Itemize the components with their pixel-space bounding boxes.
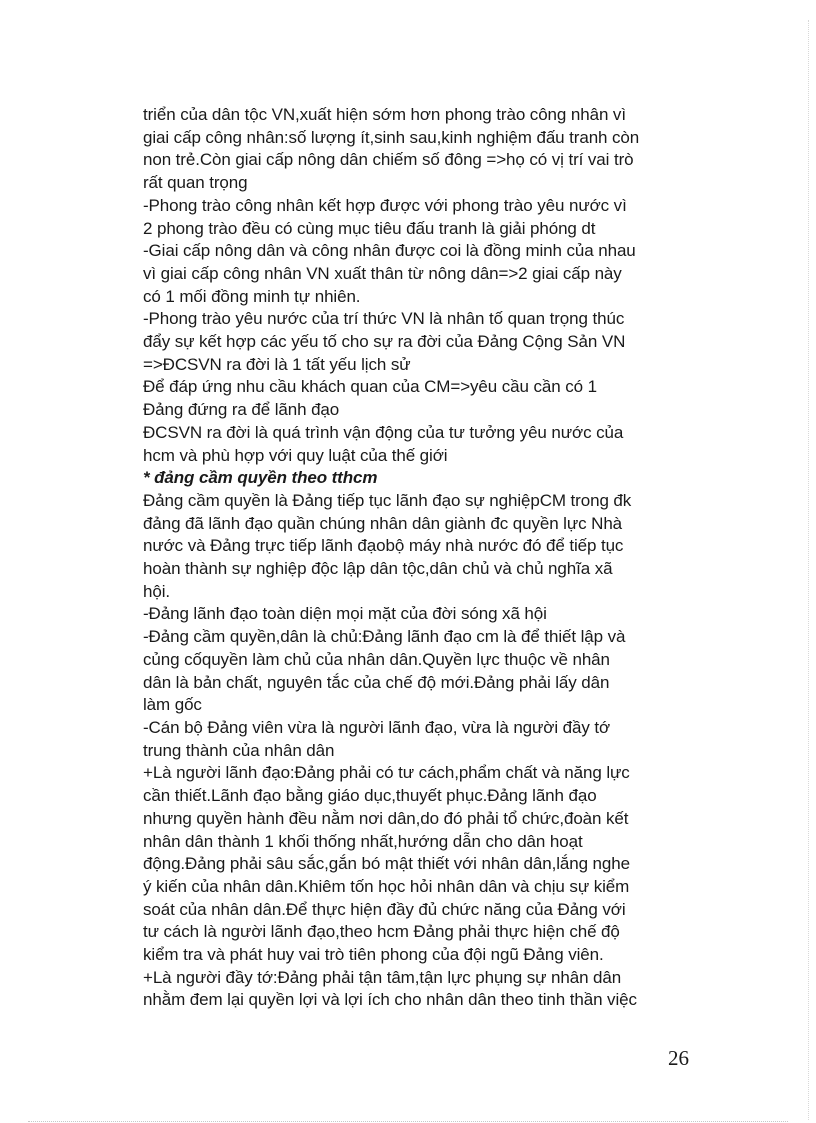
text-line: nhân dân thành 1 khối thống nhất,hướng dẫn cho dân hoạt (143, 831, 583, 851)
text-line: hcm và phù hợp với quy luật của thế giới (143, 445, 448, 465)
text-line: non trẻ.Còn giai cấp nông dân chiếm số đông =>họ có vị trí vai trò (143, 150, 634, 170)
text-line: làm gốc (143, 695, 202, 715)
text-line: hoàn thành sự nghiệp độc lập dân tộc,dân chủ và chủ nghĩa xã (143, 559, 613, 579)
text-line: vì giai cấp công nhân VN xuất thân từ nông dân=>2 giai cấp này (143, 263, 622, 283)
section-heading: * đảng cầm quyền theo tthcm (143, 468, 378, 488)
text-line: củng cốquyền làm chủ của nhân dân.Quyền lực thuộc về nhân (143, 649, 610, 669)
text-line: nhưng quyền hành đều nằm nơi dân,do đó phải tổ chức,đoàn kết (143, 808, 629, 828)
text-line: tư cách là người lãnh đạo,theo hcm Đảng phải thực hiện chế độ (143, 922, 620, 942)
text-line: có 1 mối đồng minh tự nhiên. (143, 286, 361, 306)
text-line: -Giai cấp nông dân và công nhân được coi là đồng minh của nhau (143, 241, 636, 261)
text-line: +Là người đầy tớ:Đảng phải tận tâm,tận lực phụng sự nhân dân (143, 967, 622, 987)
text-line: cần thiết.Lãnh đạo bằng giáo dục,thuyết phục.Đảng lãnh đạo (143, 786, 597, 806)
text-line: kiểm tra và phát huy vai trò tiên phong của đội ngũ Đảng viên. (143, 945, 604, 965)
text-line: Để đáp ứng nhu cầu khách quan của CM=>yêu cầu cần có 1 (143, 377, 597, 397)
text-line: Đảng cầm quyền là Đảng tiếp tục lãnh đạo sự nghiệpCM trong đk (143, 490, 632, 510)
text-line: ý kiến của nhân dân.Khiêm tốn học hỏi nhân dân và chịu sự kiểm (143, 876, 630, 896)
page-number: 26 (668, 1046, 689, 1070)
text-line: triển của dân tộc VN,xuất hiện sớm hơn phong trào công nhân vì (143, 105, 626, 124)
text-line: +Là người lãnh đạo:Đảng phải có tư cách,phẩm chất và năng lực (143, 763, 630, 783)
text-line: đẩy sự kết hợp các yếu tố cho sự ra đời của Đảng Cộng Sản VN (143, 332, 626, 352)
text-line: nước và Đảng trực tiếp lãnh đạobộ máy nhà nước đó để tiếp tục (143, 536, 624, 556)
text-line: đảng đã lãnh đạo quần chúng nhân dân giành đc quyền lực Nhà (143, 513, 623, 533)
text-line: Đảng đứng ra để lãnh đạo (143, 400, 340, 420)
page-edge-bottom (28, 1121, 788, 1122)
text-line: -Đảng cầm quyền,dân là chủ:Đảng lãnh đạo cm là để thiết lập và (143, 627, 626, 647)
text-line: 2 phong trào đều có cùng mục tiêu đấu tranh là giải phóng dt (143, 218, 596, 238)
text-line: -Cán bộ Đảng viên vừa là người lãnh đạo, vừa là người đầy tớ (143, 717, 611, 737)
text-line: nhằm đem lại quyền lợi và lợi ích cho nhân dân theo tinh thần việc (143, 990, 637, 1010)
text-line: soát của nhân dân.Để thực hiện đầy đủ chức năng của Đảng với (143, 899, 626, 919)
text-line: ĐCSVN ra đời là quá trình vận động của tư tưởng yêu nước của (143, 422, 624, 442)
text-line: -Phong trào công nhân kết hợp được với phong trào yêu nước vì (143, 195, 627, 215)
text-line: rất quan trọng (143, 173, 248, 193)
text-line: -Phong trào yêu nước của trí thức VN là nhân tố quan trọng thúc (143, 309, 625, 329)
body-text (143, 104, 703, 1012)
text-line: hội. (143, 581, 171, 601)
text-line: động.Đảng phải sâu sắc,gắn bó mật thiết với nhân dân,lắng nghe (143, 854, 630, 874)
text-line: dân là bản chất, nguyên tắc của chế độ mới.Đảng phải lấy dân (143, 672, 610, 692)
text-line: giai cấp công nhân:số lượng ít,sinh sau,kinh nghiệm đấu tranh còn (143, 127, 640, 147)
text-line: =>ĐCSVN ra đời là 1 tất yếu lịch sử (143, 354, 411, 374)
text-line: trung thành của nhân dân (143, 740, 335, 760)
page-edge-right (808, 20, 809, 1120)
text-line: -Đảng lãnh đạo toàn diện mọi mặt của đời sóng xã hội (143, 604, 547, 624)
